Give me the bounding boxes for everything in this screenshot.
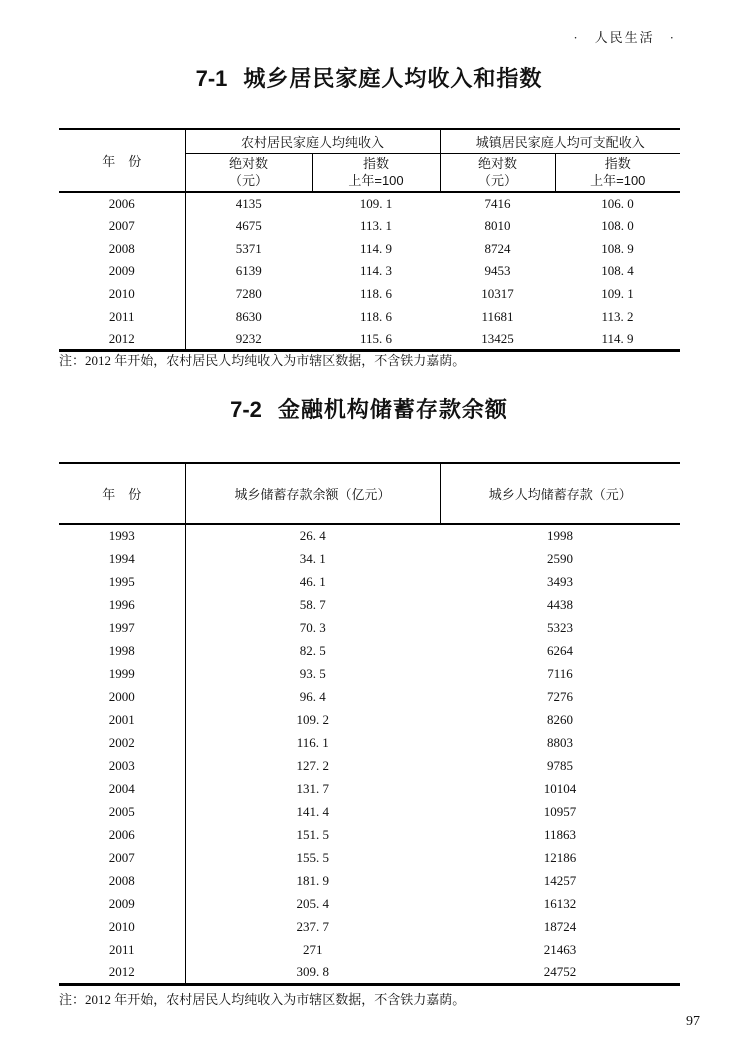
value-cell: 93. 5: [299, 665, 326, 681]
urban-index-header: [555, 154, 680, 193]
table-row: [59, 570, 680, 593]
table-row: [59, 260, 680, 283]
value-cell: 10317: [481, 286, 514, 302]
year-cell: 1994: [59, 547, 185, 570]
running-head: · 人民生活 ·: [573, 30, 676, 45]
year-cell: 1999: [59, 662, 185, 685]
rural-index-header-line2: 上年=100: [348, 172, 404, 188]
value-cell: 12186: [543, 849, 577, 865]
table-row: [59, 708, 680, 731]
value-cell: 118. 6: [359, 286, 393, 302]
value-cell: 8803: [547, 734, 573, 750]
year-cell: 2007: [59, 215, 185, 238]
savings-table: [59, 462, 680, 986]
year-cell: 2010: [59, 283, 185, 306]
value-cell: 8260: [547, 711, 573, 727]
value-cell: 5323: [547, 619, 573, 635]
value-cell: 115. 6: [359, 330, 393, 346]
year-cell: 2008: [59, 869, 185, 892]
table2-body: [59, 524, 680, 984]
value-cell: 3493: [547, 573, 573, 589]
table-row: [59, 800, 680, 823]
value-cell: 6139: [235, 263, 262, 279]
year-cell: 1998: [59, 639, 185, 662]
per-capita-column-header: 城乡人均储蓄存款（元）: [440, 463, 680, 524]
year-cell: 2007: [59, 846, 185, 869]
value-cell: 113. 2: [601, 308, 634, 324]
value-cell: 9785: [547, 757, 573, 773]
value-cell: 109. 1: [359, 195, 393, 211]
table-row: [59, 777, 680, 800]
rural-index-header-line1: 指数: [363, 155, 390, 171]
value-cell: 155. 5: [296, 849, 329, 865]
value-cell: 21463: [543, 941, 577, 957]
urban-group-header: 城镇居民家庭人均可支配收入: [440, 129, 680, 154]
year-cell: 2001: [59, 708, 185, 731]
balance-column-header: 城乡储蓄存款余额（亿元）: [185, 463, 440, 524]
value-cell: 18724: [543, 918, 577, 934]
rural-group-header: 农村居民家庭人均纯收入: [185, 129, 440, 154]
table-row: [59, 283, 680, 306]
value-cell: 13425: [481, 330, 514, 346]
year-cell: 2009: [59, 260, 185, 283]
table-row: [59, 616, 680, 639]
value-cell: 24752: [543, 963, 577, 979]
table1-body: [59, 192, 680, 351]
rural-index-header: [312, 154, 440, 193]
rural-absolute-header-line1: 绝对数: [228, 155, 268, 171]
value-cell: 6264: [547, 642, 573, 658]
table-row: [59, 961, 680, 984]
rural-absolute-header-line2: （元）: [228, 172, 268, 188]
table-row: [59, 685, 680, 708]
value-cell: 8724: [484, 240, 511, 256]
table-row: [59, 639, 680, 662]
table-row: [59, 915, 680, 938]
value-cell: 151. 5: [296, 826, 329, 842]
table2-header-row: [59, 463, 680, 524]
value-cell: 9453: [484, 263, 511, 279]
value-cell: 34. 1: [299, 550, 326, 566]
year-column-header: 年 份: [59, 463, 185, 524]
table1-number: 7-1: [195, 66, 228, 91]
table-row: [59, 237, 680, 260]
year-cell: 2002: [59, 731, 185, 754]
value-cell: 237. 7: [296, 918, 329, 934]
year-cell: 2000: [59, 685, 185, 708]
value-cell: 106. 0: [601, 195, 634, 211]
value-cell: 4675: [235, 218, 262, 234]
table-row: [59, 305, 680, 328]
table-row: [59, 524, 680, 547]
year-column-header: 年 份: [59, 129, 185, 192]
year-cell: 2008: [59, 237, 185, 260]
value-cell: 11863: [543, 826, 577, 842]
table2-title: [0, 393, 738, 424]
value-cell: 205. 4: [296, 895, 329, 911]
year-cell: 1995: [59, 570, 185, 593]
value-cell: 10957: [543, 803, 577, 819]
value-cell: 7280: [235, 286, 262, 302]
table-row: [59, 754, 680, 777]
value-cell: 16132: [543, 895, 577, 911]
value-cell: 181. 9: [296, 872, 329, 888]
year-cell: 2011: [59, 305, 185, 328]
value-cell: 108. 9: [601, 240, 634, 256]
value-cell: 114. 9: [359, 240, 393, 256]
value-cell: 70. 3: [299, 619, 326, 635]
value-cell: 127. 2: [296, 757, 329, 773]
table-row: [59, 731, 680, 754]
value-cell: 2590: [547, 550, 573, 566]
value-cell: 113. 1: [359, 218, 393, 234]
income-table: [59, 128, 680, 352]
value-cell: 8010: [484, 218, 511, 234]
table1-title: [0, 62, 738, 93]
year-cell: 2003: [59, 754, 185, 777]
table-row: [59, 892, 680, 915]
value-cell: 7416: [484, 195, 511, 211]
year-cell: 2010: [59, 915, 185, 938]
year-cell: 2004: [59, 777, 185, 800]
value-cell: 131. 7: [296, 780, 329, 796]
table2-title-text: 金融机构储蓄存款余额: [277, 397, 508, 422]
value-cell: 8630: [235, 308, 262, 324]
value-cell: 11681: [481, 308, 514, 324]
value-cell: 7276: [547, 688, 573, 704]
year-cell: 1993: [59, 524, 185, 547]
year-cell: 1996: [59, 593, 185, 616]
table-row: [59, 593, 680, 616]
value-cell: 109. 2: [296, 711, 329, 727]
table-row: [59, 662, 680, 685]
page-number: 97: [686, 1014, 700, 1029]
value-cell: 46. 1: [299, 573, 326, 589]
table-row: [59, 846, 680, 869]
table-row: [59, 192, 680, 215]
year-cell: 2006: [59, 823, 185, 846]
value-cell: 1998: [547, 528, 573, 543]
year-cell: 2012: [59, 961, 185, 984]
value-cell: 96. 4: [299, 688, 326, 704]
value-cell: 10104: [543, 780, 577, 796]
table-row: [59, 938, 680, 961]
value-cell: 114. 3: [359, 263, 393, 279]
value-cell: 4135: [235, 195, 262, 211]
value-cell: 58. 7: [299, 596, 326, 612]
value-cell: 26. 4: [299, 528, 326, 543]
rural-absolute-header: [185, 154, 312, 193]
value-cell: 116. 1: [296, 734, 329, 750]
year-cell: 2011: [59, 938, 185, 961]
table-row: [59, 823, 680, 846]
value-cell: 4438: [547, 596, 573, 612]
value-cell: 14257: [543, 872, 577, 888]
table-row: [59, 215, 680, 238]
urban-index-header-line2: 上年=100: [590, 172, 646, 188]
value-cell: 109. 1: [601, 286, 634, 302]
value-cell: 5371: [235, 240, 262, 256]
year-cell: 2005: [59, 800, 185, 823]
value-cell: 309. 8: [296, 963, 329, 979]
value-cell: 114. 9: [601, 330, 634, 346]
year-cell: 1997: [59, 616, 185, 639]
table-row: [59, 869, 680, 892]
table1-note: 注：2012 年开始，农村居民人均纯收入为市辖区数据，不含铁力嘉荫。: [59, 353, 466, 368]
year-cell: 2006: [59, 192, 185, 215]
table-row: [59, 547, 680, 570]
urban-index-header-line1: 指数: [604, 155, 631, 171]
year-cell: 2009: [59, 892, 185, 915]
value-cell: 7116: [547, 665, 573, 681]
table-row: [59, 328, 680, 351]
table2-note: 注：2012 年开始，农村居民人均纯收入为市辖区数据，不含铁力嘉荫。: [59, 992, 466, 1007]
urban-absolute-header: [440, 154, 555, 193]
value-cell: 141. 4: [296, 803, 329, 819]
value-cell: 118. 6: [359, 308, 393, 324]
table1-title-text: 城乡居民家庭人均收入和指数: [243, 66, 543, 91]
value-cell: 271: [303, 941, 323, 957]
value-cell: 108. 0: [601, 218, 634, 234]
urban-absolute-header-line2: （元）: [478, 172, 518, 188]
table2-number: 7-2: [230, 397, 262, 422]
table1-header-row1: [59, 129, 680, 154]
value-cell: 108. 4: [601, 263, 634, 279]
value-cell: 9232: [235, 330, 262, 346]
value-cell: 82. 5: [299, 642, 326, 658]
year-cell: 2012: [59, 328, 185, 351]
urban-absolute-header-line1: 绝对数: [478, 155, 518, 171]
